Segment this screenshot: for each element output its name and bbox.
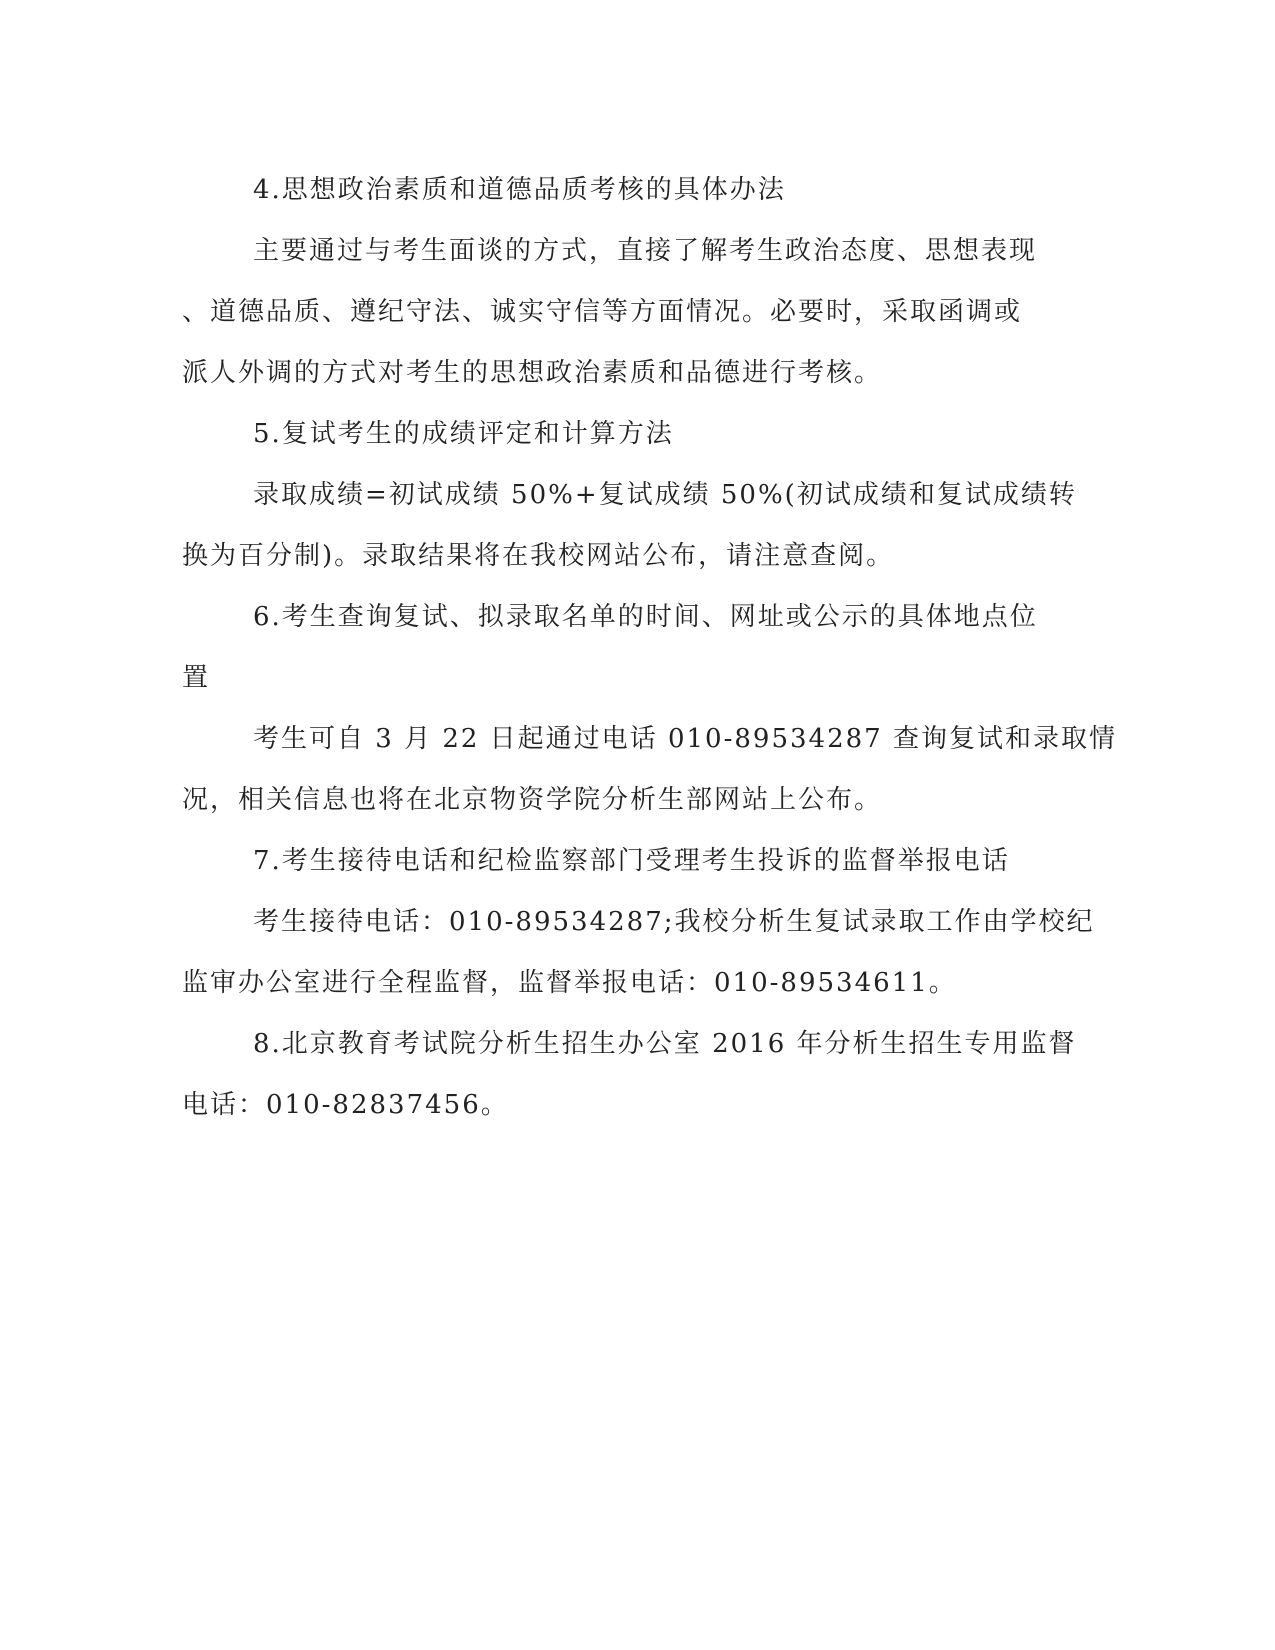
section-6-heading: 6.考生查询复试、拟录取名单的时间、网址或公示的具体地点位 (253, 602, 1038, 632)
section-7-paragraph-line: 监审办公室进行全程监督，监督举报电话：010-89534611。 (182, 968, 957, 998)
section-6-paragraph-line: 考生可自 3 月 22 日起通过电话 010-89534287 查询复试和录取情 (253, 724, 1117, 754)
section-7-paragraph-line: 考生接待电话：010-89534287;我校分析生复试录取工作由学校纪 (253, 907, 1095, 937)
section-4-paragraph-line: 、道德品质、遵纪守法、诚实守信等方面情况。必要时，采取函调或 (182, 297, 1023, 327)
section-8-heading: 电话：010-82837456。 (182, 1090, 509, 1120)
section-7-heading: 7.考生接待电话和纪检监察部门受理考生投诉的监督举报电话 (253, 846, 1010, 876)
section-8-heading: 8.北京教育考试院分析生招生办公室 2016 年分析生招生专用监督 (253, 1029, 1077, 1059)
section-6-heading: 置 (182, 663, 211, 693)
section-5-heading: 5.复试考生的成绩评定和计算方法 (253, 419, 674, 449)
document-page (182, 160, 1117, 1136)
section-4-heading: 4.思想政治素质和道德品质考核的具体办法 (253, 175, 786, 205)
section-6-paragraph-line: 况，相关信息也将在北京物资学院分析生部网站上公布。 (182, 785, 883, 815)
section-4-paragraph-line: 主要通过与考生面谈的方式，直接了解考生政治态度、思想表现 (253, 236, 1038, 266)
section-4-paragraph-line: 派人外调的方式对考生的思想政治素质和品德进行考核。 (182, 358, 883, 388)
section-5-paragraph-line: 录取成绩=初试成绩 50%+复试成绩 50%(初试成绩和复试成绩转 (253, 480, 1077, 510)
section-5-paragraph-line: 换为百分制)。录取结果将在我校网站公布，请注意查阅。 (182, 541, 895, 571)
